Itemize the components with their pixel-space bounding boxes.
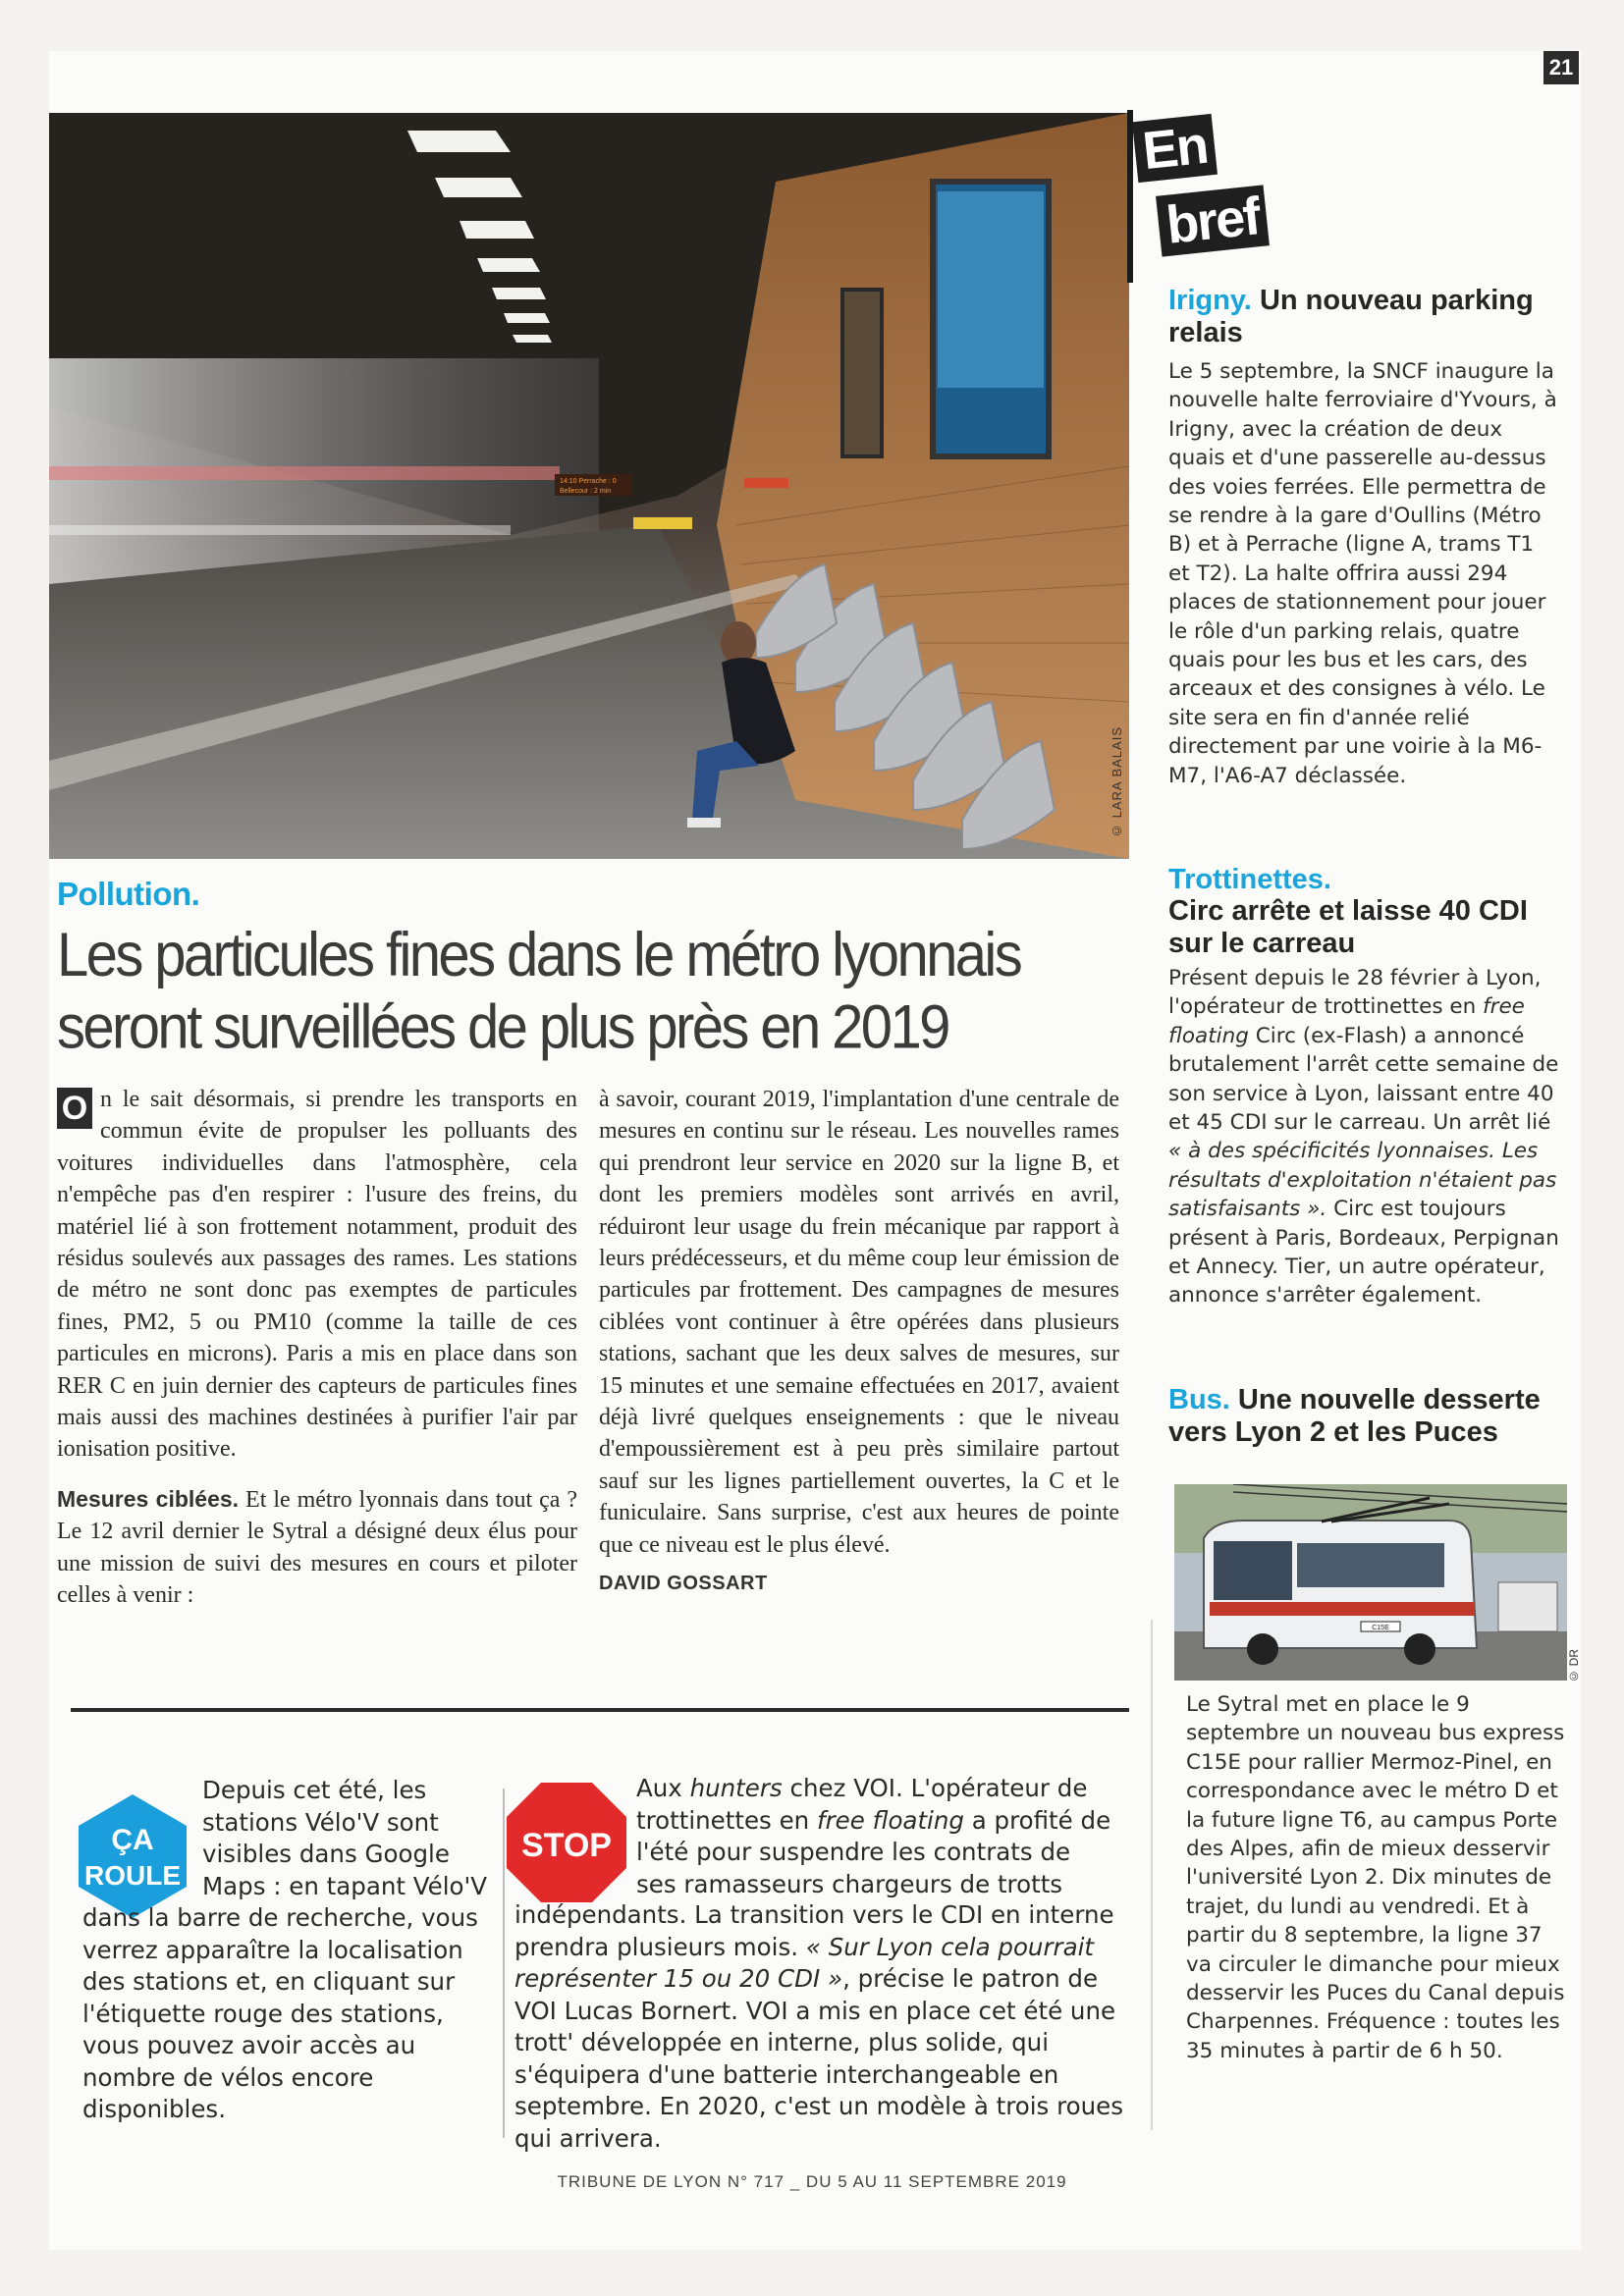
metro-photo	[49, 113, 1129, 859]
bus-photo	[1174, 1484, 1567, 1681]
brief-text-part: Circ (ex-Flash) a annoncé brutalement l'arrêt cette semaine de son service à Lyon, laissant entre 40 et 45 CDI sur le carreau. Un arrêt lié	[1168, 1023, 1559, 1136]
en-bref-label	[1125, 110, 1286, 283]
sign-text-1: 14:10 Perrache : 0	[560, 478, 617, 485]
brief-headline: Un nouveau parking relais	[1168, 285, 1534, 348]
brief-text-part: Présent depuis le 28 février à Lyon, l'opérateur de trottinettes en	[1168, 966, 1542, 1020]
brief-title-trottinettes: Circ arrête et laisse 40 CDI sur le carreau	[1168, 895, 1528, 959]
en-bref-word-1: En	[1132, 114, 1218, 183]
byline: DAVID GOSSART	[599, 1573, 768, 1595]
brief-text-italic: free floating	[1168, 994, 1525, 1048]
badge-text-roule: ROULE	[84, 1860, 181, 1891]
stop-text-rest	[514, 1899, 1123, 2155]
en-bref-word-2: bref	[1156, 185, 1270, 256]
stop-rest-part: indépendants. La transition vers le CDI en interne prendra plusieurs mois.	[514, 1900, 1114, 1961]
brief-text-trottinettes	[1168, 964, 1561, 1310]
brief-tag: Bus.	[1168, 1384, 1230, 1415]
photo-credit: © LARA BALAIS	[1110, 726, 1124, 838]
article-text: n le sait désormais, si prendre les transports en commun évite de propulser les polluants des voitures individuelles dans l'atmosphère, cela n'empêche pas d'en respirer : l'usure des freins, du matériel lié à son frottement notamment, produit des résidus soulevés aux passages des rames. Les stations de métro ne sont donc pas exemptes de particules fines, PM2, 5 ou PM10 (comme la taille de ces particules en microns). Paris a mis en place dans son RER C en juin dernier des capteurs de particules fines mais aussi des machines destinées à purifier l'air par ionisation positive.	[57, 1087, 577, 1463]
badge-text-ca: ÇA	[111, 1824, 154, 1856]
metro-scene-illustration	[49, 113, 1129, 859]
drop-cap: O	[57, 1088, 92, 1129]
page-number: 21	[1543, 51, 1579, 84]
bus-plate-text: C15E	[1372, 1625, 1389, 1631]
article-paragraph	[57, 1483, 577, 1612]
article-column-right	[599, 1084, 1119, 1600]
stop-badge-text: STOP	[521, 1827, 612, 1864]
brief-text-italic: « à des spécificités lyonnaises. Les résultats d'exploitation n'étaient pas satisfaisants ».	[1168, 1139, 1557, 1222]
ca-roule-text-rest: dans la barre de recherche, vous verrez apparaître la localisation des stations et, en cliquant sur l'étiquette rouge des stations, vous pouvez avoir accès au nombre de vélos encore disponibles.	[82, 1903, 478, 2123]
stop-lead-italic: free floating	[816, 1805, 964, 1835]
stop-lead-italic: hunters	[689, 1774, 783, 1802]
brief-title-bus	[1168, 1384, 1561, 1449]
article-byline	[599, 1567, 1119, 1599]
ca-roule-badge-icon	[69, 1792, 196, 1920]
article-kicker: Pollution.	[57, 876, 200, 912]
section-rule	[71, 1708, 1129, 1712]
article-text: Et le métro lyonnais dans tout ça ? Le 12 avril dernier le Sytral a désigné deux élus pour une mission de suivi des mesures en cours et piloter celles à venir :	[57, 1486, 577, 1609]
stop-lead-part: chez VOI. L'opérateur de trottinettes en	[636, 1774, 1088, 1835]
page-footer: TRIBUNE DE LYON N° 717 _ DU 5 AU 11 SEPTEMBRE 2019	[557, 2172, 1067, 2191]
brief-title-irigny	[1168, 285, 1561, 349]
brief-text-part: Circ est toujours présent à Paris, Bordeaux, Perpignan et Annecy. Tier, un autre opérateur, annonce s'arrêter également.	[1168, 1197, 1559, 1308]
trolleybus-illustration	[1174, 1484, 1567, 1681]
brief-text-irigny: Le 5 septembre, la SNCF inaugure la nouvelle halte ferroviaire d'Yvours, à Irigny, avec la création de deux quais et d'une passerelle au-dessus des voies ferrées. Elle permettra de se rendre à la gare d'Oullins (Métro B) et à Perrache (ligne A, trams T1 et T2). La halte offrira aussi 294 places de stationnement pour jouer le rôle d'un parking relais, quatre quais pour les bus et les cars, des arceaux et des consignes à vélo. Le site sera en fin d'année relié directement par une voirie à la M6-M7, l'A6-A7 déclassée.	[1168, 359, 1557, 788]
bus-photo-credit: © DR	[1567, 1649, 1581, 1683]
stop-text-lead	[636, 1773, 1117, 1900]
stop-quote: « Sur Lyon cela pourrait représenter 15 ou 20 CDI »	[514, 1932, 1095, 1993]
brief-tag: Trottinettes.	[1168, 864, 1331, 895]
brief-headline: Une nouvelle desserte vers Lyon 2 et les Puces	[1168, 1384, 1541, 1448]
article-paragraph	[57, 1084, 577, 1466]
article-text: à savoir, courant 2019, l'implantation d'une centrale de mesures en continu sur le réseau. Les nouvelles rames qui prendront leur service en 2020 sur la ligne B, et dont les premiers modèles sont arrivés en avril, réduiront leur usage du frein mécanique par rapport à leurs prédécesseurs, et du même coup leur émission de particules par frottement. Des campagnes de mesures ciblées vont continuer à être opérées dans plusieurs stations, sachant que les deux salves de mesures, sur 15 minutes et une semaine effectuées en 2017, avaient déjà livré quelques enseignements : que le niveau d'empoussièrement est à peu près similaire partout sauf sur les lignes partiellement ouvertes, la C et le funiculaire. Sans surprise, c'est aux heures de pointe que ce niveau est le plus élevé.	[599, 1087, 1119, 1558]
stop-lead-part: Aux	[636, 1774, 690, 1802]
article-column-left	[57, 1084, 577, 1612]
column-divider	[1151, 1620, 1153, 2130]
brief-tag: Irigny.	[1168, 285, 1252, 316]
stop-rest-part: , précise le patron de VOI Lucas Bornert. VOI a mis en place cet été une trott' développée en interne, plus solide, qui s'équipera d'une batterie interchangeable en septembre. En 2020, c'est un modèle à trois roues qui arrivera.	[514, 1964, 1124, 2153]
article-headline: Les particules fines dans le métro lyonnais seront surveillées de plus près en 2019	[57, 921, 1021, 1062]
brief-tag-trottinettes	[1168, 864, 1561, 896]
sign-text-2: Bellecour : 2 min	[560, 488, 612, 495]
article-subhead: Mesures ciblées.	[57, 1485, 240, 1512]
stop-sign-icon	[505, 1781, 628, 1904]
ca-roule-text-lead: Depuis cet été, les stations Vélo'V sont visibles dans Google Maps : en tapant Vélo'V	[202, 1776, 488, 1900]
brief-text-bus: Le Sytral met en place le 9 septembre un nouveau bus express C15E pour rallier Mermoz-Pinel, en correspondance avec le métro D et la future ligne T6, au campus Porte des Alpes, afin de mieux desservir l'université Lyon 2. Dix minutes de trajet, du lundi au vendredi. Et à partir du 8 septembre, la ligne 37 va circuler le dimanche pour mieux desservir les Puces du Canal depuis Charpennes. Fréquence : toutes les 35 minutes à partir de 6 h 50.	[1186, 1692, 1565, 2063]
stop-lead-part: a profité de l'été pour suspendre les contrats de ses ramasseurs chargeurs de trotts	[636, 1805, 1111, 1898]
